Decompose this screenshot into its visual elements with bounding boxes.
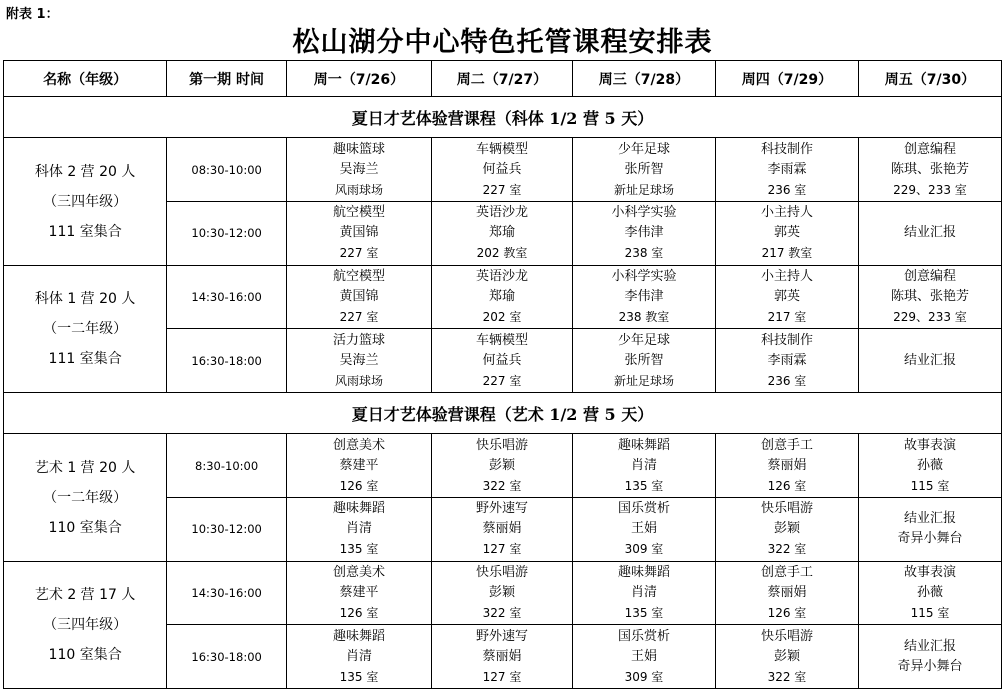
time-slot-cell: 10:30-12:00 [167,202,287,266]
course-name: 快乐唱游 [475,564,528,580]
course-cell-friday [858,329,1001,393]
section-row [4,392,1002,433]
header-thursday: 周四（7/29） [715,61,858,97]
course-name: 快乐唱游 [760,628,813,644]
course-name: 结业汇报 [903,225,956,241]
course-cell-friday [858,625,1001,689]
header-period-time: 第一期 时间 [167,61,287,97]
course-cell-tuesday [431,138,572,202]
camp-group-line: 科体 2 营 20 人 [34,163,136,180]
header-friday: 周五（7/30） [858,61,1001,97]
room-location: 238 教室 [618,310,670,324]
teacher-name: 吴海兰 [339,161,379,177]
course-name: 科技制作 [760,332,813,348]
course-name: 小主持人 [760,205,813,221]
teacher-name: 蔡丽娟 [767,584,807,600]
course-name: 趣味舞蹈 [332,501,385,517]
camp-group-line: 科体 1 营 20 人 [34,290,136,307]
course-cell-monday [286,329,431,393]
course-cell-thursday [715,138,858,202]
course-cell-tuesday [431,434,572,498]
course-cell-tuesday [431,329,572,393]
camp-group-line: 111 室集合 [48,350,122,367]
room-location: 227 室 [482,373,522,388]
table-row [4,434,1002,498]
room-location: 322 室 [767,669,807,684]
teacher-name: 张所智 [624,161,664,177]
course-note: 奇异小舞台 [897,531,963,547]
camp-group-cell [4,434,167,561]
room-location: 309 室 [624,669,664,684]
room-location: 126 室 [339,605,379,620]
course-note: 奇异小舞台 [897,658,963,674]
course-cell-tuesday [431,265,572,329]
teacher-name: 郑瑜 [488,225,515,241]
course-cell-friday [858,561,1001,625]
camp-group-line: 111 室集合 [48,223,122,240]
room-location: 309 室 [624,542,664,557]
course-cell-wednesday [572,202,715,266]
camp-group-line: 110 室集合 [48,519,122,536]
room-location: 126 室 [767,478,807,493]
room-location: 229、233 室 [893,182,967,197]
course-cell-monday [286,138,431,202]
course-cell-friday [858,202,1001,266]
course-cell-wednesday [572,329,715,393]
teacher-name: 郑瑜 [488,289,515,304]
course-name: 结业汇报 [903,352,956,368]
course-cell-wednesday [572,498,715,562]
teacher-name: 肖清 [630,457,657,473]
course-name: 创意编程 [903,141,956,157]
course-name: 快乐唱游 [475,437,528,453]
teacher-name: 陈琪、张艳芳 [890,289,969,304]
room-location: 217 教室 [761,246,813,261]
teacher-name: 李伟津 [624,225,664,241]
teacher-name: 李雨霖 [767,161,807,177]
teacher-name: 彭颖 [488,457,515,473]
room-location: 新址足球场 [613,373,674,388]
course-cell-tuesday [431,498,572,562]
course-name: 英语沙龙 [475,205,528,221]
course-name: 结业汇报 [903,511,956,527]
teacher-name: 张所智 [624,352,664,368]
course-name: 创意美术 [332,437,385,453]
room-location: 229、233 室 [893,310,967,324]
time-slot-cell: 16:30-18:00 [167,329,287,393]
teacher-name: 肖清 [345,521,372,537]
camp-group-line: 110 室集合 [48,646,122,663]
course-cell-thursday [715,434,858,498]
teacher-name: 彭颖 [773,521,800,537]
room-location: 115 室 [910,605,950,620]
page-title: 松山湖分中心特色托管课程安排表 [292,27,713,58]
teacher-name: 黄国锦 [339,225,379,241]
camp-group-cell [4,138,167,265]
teacher-name: 蔡建平 [339,457,379,473]
teacher-name: 何益兵 [482,352,522,368]
course-cell-monday [286,434,431,498]
annex-label: 附表 1： [6,7,59,22]
course-cell-tuesday [431,561,572,625]
course-cell-thursday [715,498,858,562]
course-name: 少年足球 [617,332,670,348]
course-name: 小科学实验 [611,205,677,221]
course-name: 英语沙龙 [475,269,528,284]
course-cell-tuesday [431,625,572,689]
course-cell-thursday [715,329,858,393]
teacher-name: 蔡丽娟 [482,648,522,664]
course-name: 科技制作 [760,141,813,157]
teacher-name: 李雨霖 [767,352,807,368]
course-cell-friday [858,265,1001,329]
teacher-name: 郭英 [773,289,800,304]
room-location: 115 室 [910,478,950,493]
room-location: 135 室 [339,542,379,557]
teacher-name: 肖清 [345,648,372,664]
teacher-name: 蔡丽娟 [767,457,807,473]
room-location: 新址足球场 [613,182,674,197]
teacher-name: 蔡建平 [339,584,379,600]
course-cell-thursday [715,202,858,266]
course-name: 创意美术 [332,564,385,580]
course-name: 国乐赏析 [617,628,670,644]
course-cell-friday [858,434,1001,498]
course-cell-wednesday [572,265,715,329]
camp-group-cell [4,265,167,392]
course-cell-tuesday [431,202,572,266]
time-slot-cell: 8:30-10:00 [167,434,287,498]
teacher-name: 蔡丽娟 [482,521,522,537]
room-location: 135 室 [339,669,379,684]
room-location: 217 室 [767,310,807,324]
teacher-name: 肖清 [630,584,657,600]
course-cell-thursday [715,561,858,625]
teacher-name: 郭英 [773,225,800,241]
course-name: 航空模型 [332,269,385,284]
table-row [4,561,1002,625]
course-name: 趣味舞蹈 [617,564,670,580]
schedule-table [3,60,1002,689]
course-name: 小主持人 [760,269,813,284]
course-name: 小科学实验 [611,269,677,284]
room-location: 227 室 [339,310,379,324]
camp-group-line: （三四年级） [43,193,128,210]
time-slot-cell: 08:30-10:00 [167,138,287,202]
course-name: 活力篮球 [332,332,385,348]
camp-group-line: 艺术 2 营 17 人 [34,586,136,603]
course-cell-monday [286,561,431,625]
course-name: 航空模型 [332,205,385,221]
room-location: 227 室 [482,182,522,197]
header-tuesday: 周二（7/27） [431,61,572,97]
teacher-name: 陈琪、张艳芳 [890,161,969,177]
course-cell-thursday [715,265,858,329]
course-name: 趣味舞蹈 [617,437,670,453]
course-name: 创意手工 [760,564,813,580]
room-location: 236 室 [767,182,807,197]
header-wednesday: 周三（7/28） [572,61,715,97]
room-location: 322 室 [482,605,522,620]
section-title: 夏日才艺体验营课程（科体 1/2 营 5 天） [4,97,1002,138]
header-monday: 周一（7/26） [286,61,431,97]
teacher-name: 彭颖 [488,584,515,600]
room-location: 202 室 [482,310,522,324]
room-location: 238 室 [624,246,664,261]
course-cell-monday [286,202,431,266]
teacher-name: 吴海兰 [339,352,379,368]
course-cell-wednesday [572,625,715,689]
room-location: 126 室 [767,605,807,620]
course-name: 创意编程 [903,269,956,284]
course-name: 故事表演 [903,437,956,453]
section-row [4,97,1002,138]
course-name: 野外速写 [475,501,528,517]
course-cell-wednesday [572,138,715,202]
room-location: 127 室 [482,669,522,684]
teacher-name: 何益兵 [482,161,522,177]
course-cell-wednesday [572,434,715,498]
camp-group-line: （一二年级） [43,320,128,337]
teacher-name: 孙薇 [916,457,943,473]
room-location: 202 教室 [476,246,528,261]
table-row [4,138,1002,202]
course-cell-monday [286,498,431,562]
table-row [4,265,1002,329]
teacher-name: 王娟 [630,648,657,664]
teacher-name: 彭颖 [773,648,800,664]
course-name: 趣味篮球 [332,141,385,157]
course-name: 结业汇报 [903,638,956,654]
room-location: 236 室 [767,373,807,388]
camp-group-line: （三四年级） [43,616,128,633]
time-slot-cell: 14:30-16:00 [167,561,287,625]
header-row [4,61,1002,97]
room-location: 127 室 [482,542,522,557]
course-cell-friday [858,138,1001,202]
course-name: 快乐唱游 [760,501,813,517]
course-name: 国乐赏析 [617,501,670,517]
course-cell-monday [286,265,431,329]
course-name: 车辆模型 [475,141,528,157]
time-slot-cell: 10:30-12:00 [167,498,287,562]
course-name: 故事表演 [903,564,956,580]
camp-group-line: 艺术 1 营 20 人 [34,459,136,476]
teacher-name: 黄国锦 [339,289,379,304]
room-location: 322 室 [482,478,522,493]
course-cell-wednesday [572,561,715,625]
teacher-name: 王娟 [630,521,657,537]
course-name: 车辆模型 [475,332,528,348]
room-location: 135 室 [624,478,664,493]
course-name: 趣味舞蹈 [332,628,385,644]
course-cell-thursday [715,625,858,689]
time-slot-cell: 14:30-16:00 [167,265,287,329]
course-name: 野外速写 [475,628,528,644]
room-location: 风雨球场 [334,373,383,388]
header-name-grade: 名称（年级） [4,61,167,97]
course-cell-monday [286,625,431,689]
section-title: 夏日才艺体验营课程（艺术 1/2 营 5 天） [4,392,1002,433]
camp-group-line: （一二年级） [43,489,128,506]
teacher-name: 孙薇 [916,584,943,600]
room-location: 227 室 [339,246,379,261]
room-location: 126 室 [339,478,379,493]
course-cell-friday [858,498,1001,562]
room-location: 风雨球场 [334,182,383,197]
course-name: 少年足球 [617,141,670,157]
room-location: 135 室 [624,605,664,620]
course-name: 创意手工 [760,437,813,453]
camp-group-cell [4,561,167,688]
teacher-name: 李伟津 [624,289,664,304]
room-location: 322 室 [767,542,807,557]
time-slot-cell: 16:30-18:00 [167,625,287,689]
